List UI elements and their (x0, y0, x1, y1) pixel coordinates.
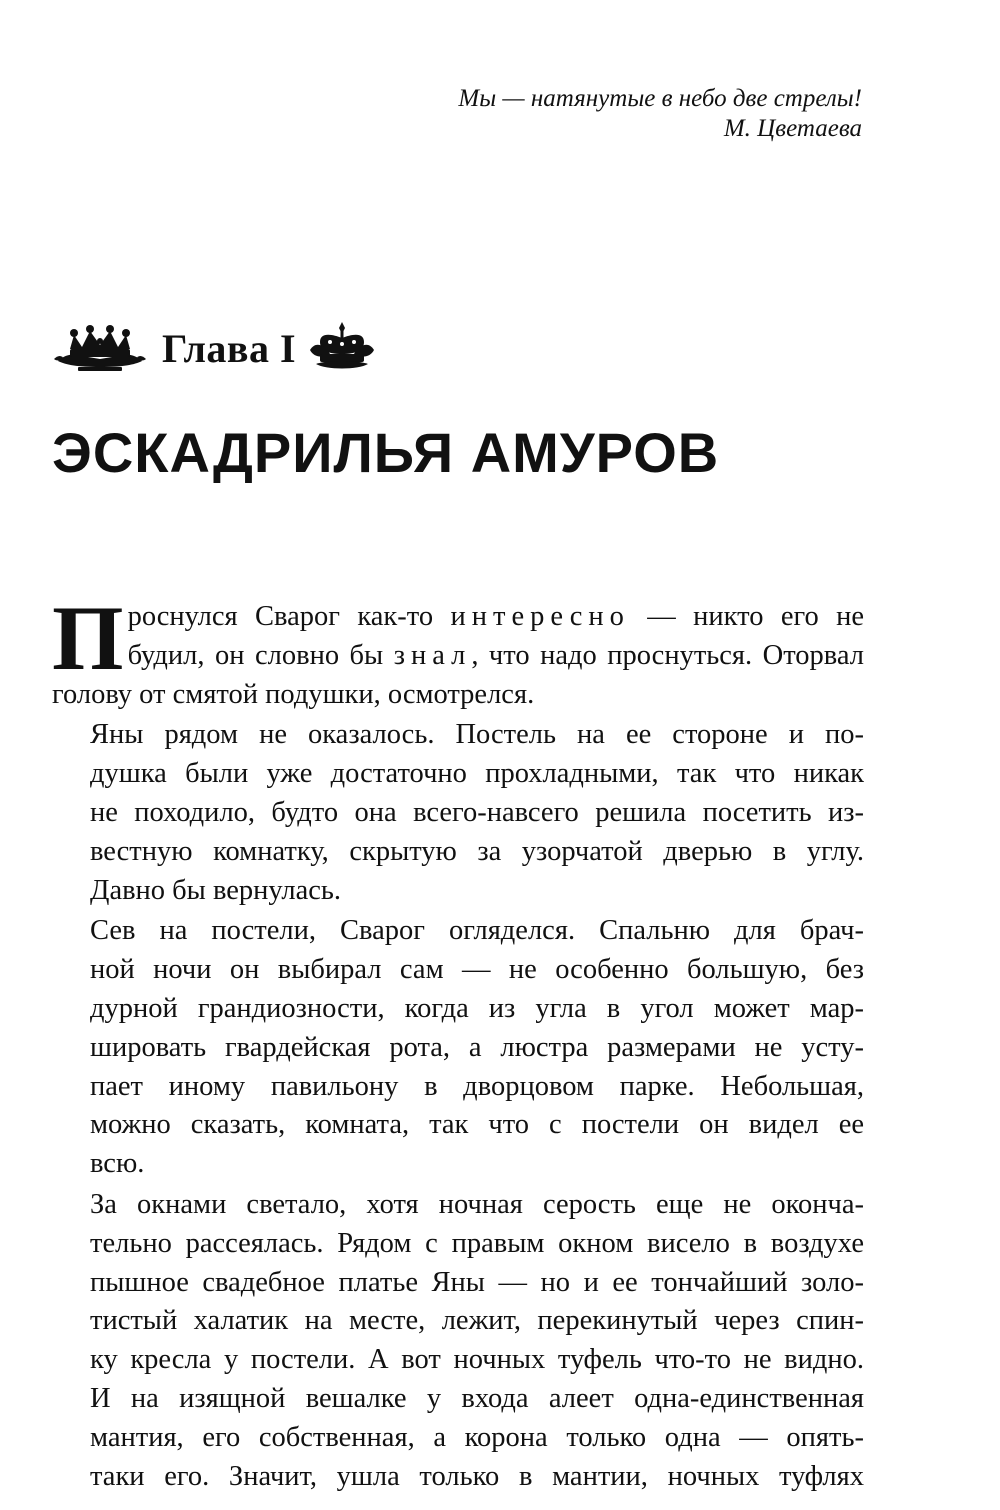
crown-icon (52, 323, 148, 373)
text-line: Яны рядом не оказалось. Постель на ее стороне и по- (90, 719, 864, 751)
paragraph-4 (52, 1186, 864, 1496)
text-run-spaced: интересно (450, 601, 630, 632)
text-line: шировать гвардейская рота, а люстра размерами не усту- (90, 1031, 864, 1063)
text-line: И на изящной вешалке у входа алеет одна-единственная (90, 1382, 864, 1414)
paragraph-1 (52, 587, 864, 714)
text-line: тистый халатик на месте, лежит, перекинутый через спин- (90, 1305, 864, 1337)
paragraph-3 (52, 912, 864, 1184)
text-line: Давно бы вернулась. (90, 874, 342, 906)
epigraph-quote: Мы — натянутые в небо две стрелы! (458, 85, 862, 112)
text-run: будил, он словно бы (127, 639, 394, 671)
text-line: всю. (90, 1148, 145, 1180)
text-line: мантия, его собственная, а корона только одна — опять- (90, 1421, 864, 1453)
text-line: ной ночи он выбирал сам — не особенно большую, без (90, 954, 864, 986)
text-run: роснулся Сварог как-то (127, 601, 451, 632)
text-line: таки его. Значит, ушла только в мантии, ночных туфлях (90, 1460, 864, 1492)
text-line: вестную комнатку, скрытую за узорчатой дверью в углу. (90, 835, 864, 867)
text-line (52, 598, 864, 637)
text-line: пает иному павильону в дворцовом парке. Небольшая, (90, 1070, 864, 1102)
text-line: можно сказать, комната, так что с постели он видел ее (90, 1109, 864, 1141)
text-line: тельно рассеялась. Рядом с правым окном висело в воздухе (90, 1227, 864, 1259)
text-run: , что надо проснуться. Оторвал (471, 639, 864, 671)
chapter-label: Глава I (162, 325, 297, 371)
chapter-body (52, 587, 864, 1496)
paragraph-2 (52, 716, 864, 910)
text-line: не походило, будто она всего-навсего решила посетить из- (90, 796, 864, 828)
text-line: За окнами светало, хотя ночная серость еще не оконча- (90, 1188, 864, 1220)
text-line: ку кресла у постели. А вот ночных туфель что-то не видно. (90, 1344, 864, 1376)
epigraph-author: М. Цветаева (723, 115, 862, 142)
text-line (52, 637, 864, 676)
text-line: душка были уже достаточно прохладными, так что никак (90, 758, 864, 790)
text-line: дурной грандиозности, когда из угла в угол может мар- (90, 992, 864, 1024)
chapter-title: ЭСКАДРИЛЬЯ АМУРОВ (52, 421, 720, 484)
text-line: голову от смятой подушки, осмотрелся. (52, 678, 535, 710)
text-run: — никто его не (629, 601, 864, 632)
chapter-heading (52, 318, 378, 378)
text-line: пышное свадебное платье Яны — но и ее тончайший золо- (90, 1266, 864, 1298)
epigraph (458, 84, 862, 144)
text-run-spaced: знал (393, 639, 472, 671)
crown-icon (306, 320, 378, 376)
drop-cap: П (52, 587, 124, 689)
text-line: Сев на постели, Сварог огляделся. Спальню для брач- (90, 915, 864, 947)
